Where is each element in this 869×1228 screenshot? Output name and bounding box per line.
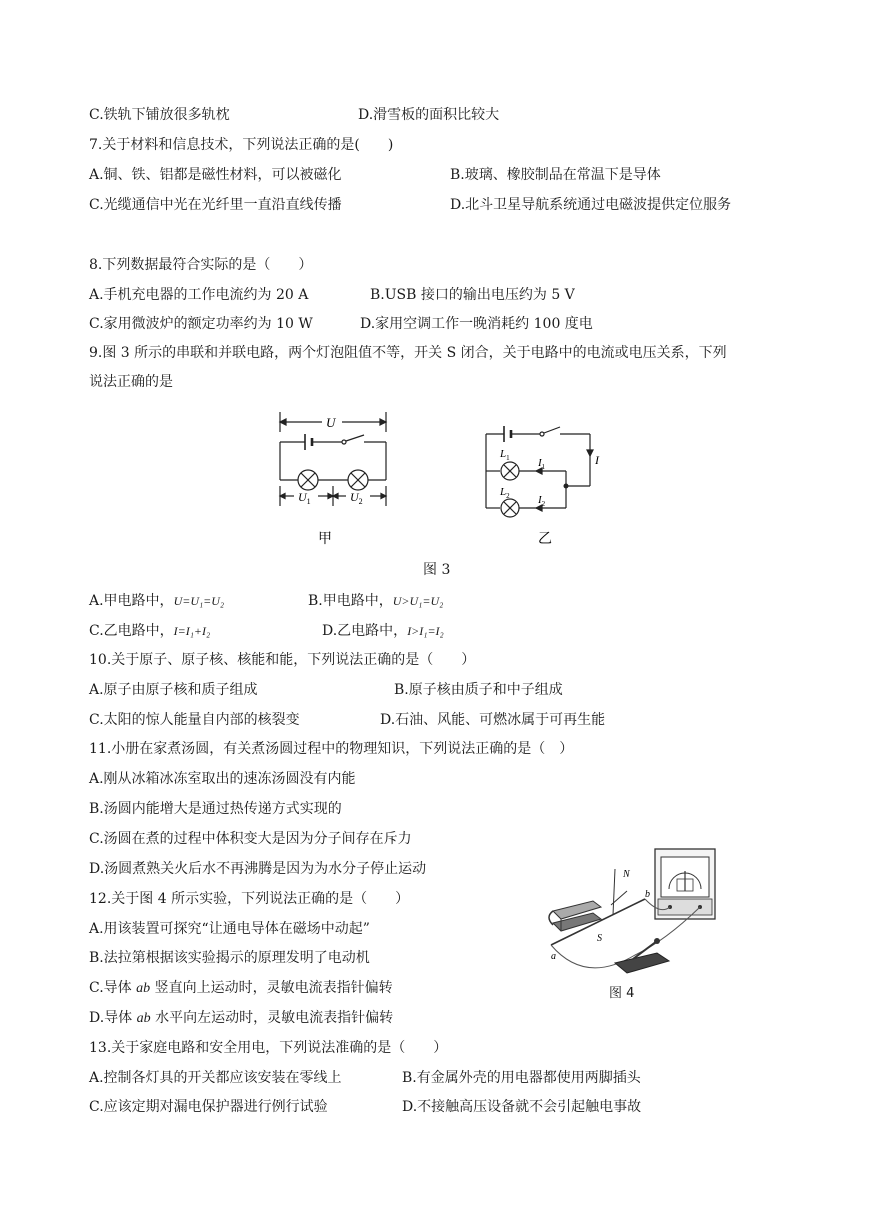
label-a: a — [551, 951, 556, 962]
q11-option-d: D.汤圆煮熟关火后水不再沸腾是因为为水分子停止运动 — [89, 861, 427, 877]
q13-stem: 13.关于家庭电路和安全用电，下列说法准确的是（ ） — [89, 1040, 448, 1056]
q11-option-b: B.汤圆内能增大是通过热传递方式实现的 — [89, 801, 342, 817]
q13-option-d: D.不接触高压设备就不会引起触电事故 — [402, 1099, 642, 1115]
label-U2: $U_2$ — [350, 490, 363, 506]
label-b: b — [645, 889, 650, 900]
q10-option-c: C.太阳的惊人能量自内部的核裂变 — [89, 712, 300, 728]
q9-stem-line2: 说法正确的是 — [89, 374, 173, 390]
figure-4-caption: 图 4 — [609, 986, 635, 1001]
q12-option-a: A.用该装置可探究“让通电导体在磁场中动起” — [89, 921, 370, 937]
caption-yi: 乙 — [538, 532, 552, 547]
q8-stem: 8.下列数据最符合实际的是（ ） — [89, 257, 313, 273]
q12-option-d: D.导体 ab 水平向左运动时，灵敏电流表指针偏转 — [89, 1010, 394, 1026]
induction-experiment-figure — [545, 845, 725, 1007]
q9-option-c: C.乙电路中，I=I₁+I₂ — [89, 623, 211, 639]
parallel-circuit-diagram — [478, 416, 608, 554]
q8-option-b: B.USB 接口的输出电压约为 5 V — [370, 287, 575, 303]
label-I: I — [595, 453, 599, 467]
series-circuit-diagram — [270, 406, 400, 554]
q10-option-d: D.石油、风能、可燃冰属于可再生能 — [380, 712, 606, 728]
q13-option-a: A.控制各灯具的开关都应该安装在零线上 — [89, 1070, 342, 1086]
q9-option-d: D.乙电路中，I>I₁=I₂ — [322, 623, 444, 639]
q10-stem: 10.关于原子、原子核、核能和能，下列说法正确的是（ ） — [89, 652, 476, 668]
figure-3-caption: 图 3 — [423, 562, 451, 578]
label-U: U — [326, 415, 336, 430]
caption-jia: 甲 — [318, 532, 332, 547]
q7-stem: 7.关于材料和信息技术，下列说法正确的是( ) — [89, 137, 394, 153]
q7-option-c: C.光缆通信中光在光纤里一直沿直线传播 — [89, 197, 342, 213]
q13-option-c: C.应该定期对漏电保护器进行例行试验 — [89, 1099, 328, 1115]
label-I1: $I_1$ — [538, 457, 546, 471]
label-L1: $L_1$ — [500, 448, 510, 462]
label-I2: $I_2$ — [538, 494, 546, 508]
q9-option-a: A.甲电路中，U=U₁=U₂ — [89, 593, 225, 609]
q9-option-b: B.甲电路中，U>U₁=U₂ — [308, 593, 444, 609]
q11-option-c: C.汤圆在煮的过程中体积变大是因为分子间存在斥力 — [89, 831, 412, 847]
q13-option-b: B.有金属外壳的用电器都使用两脚插头 — [402, 1070, 641, 1086]
q10-option-a: A.原子由原子核和质子组成 — [89, 682, 258, 698]
q12-option-c: C.导体 ab 竖直向上运动时，灵敏电流表指针偏转 — [89, 980, 393, 996]
q7-option-b: B.玻璃、橡胶制品在常温下是导体 — [450, 167, 661, 183]
q8-option-c: C.家用微波炉的额定功率约为 10 W — [89, 316, 313, 332]
label-S: S — [597, 933, 602, 944]
q12-option-b: B.法拉第根据该实验揭示的原理发明了电动机 — [89, 950, 370, 966]
q11-option-a: A.刚从冰箱冰冻室取出的速冻汤圆没有内能 — [89, 771, 356, 787]
q7-option-a: A.铜、铁、铝都是磁性材料，可以被磁化 — [89, 167, 342, 183]
q8-option-d: D.家用空调工作一晚消耗约 100 度电 — [360, 316, 593, 332]
label-L2: $L_2$ — [500, 486, 510, 500]
q6-option-d: D.滑雪板的面积比较大 — [358, 107, 500, 123]
q10-option-b: B.原子核由质子和中子组成 — [394, 682, 563, 698]
q8-option-a: A.手机充电器的工作电流约为 20 A — [89, 287, 309, 303]
q12-stem: 12.关于图 4 所示实验，下列说法正确的是（ ） — [89, 891, 410, 907]
q11-stem: 11.小册在家煮汤圆，有关煮汤圆过程中的物理知识，下列说法正确的是（ ） — [89, 741, 574, 757]
q7-option-d: D.北斗卫星导航系统通过电磁波提供定位服务 — [450, 197, 732, 213]
q9-stem-line1: 9.图 3 所示的串联和并联电路，两个灯泡阻值不等，开关 S 闭合，关于电路中的电流或电压关系，下列 — [89, 345, 727, 361]
q6-option-c: C.铁轨下铺放很多轨枕 — [89, 107, 230, 123]
label-N: N — [623, 869, 630, 880]
label-U1: $U_1$ — [298, 490, 311, 506]
